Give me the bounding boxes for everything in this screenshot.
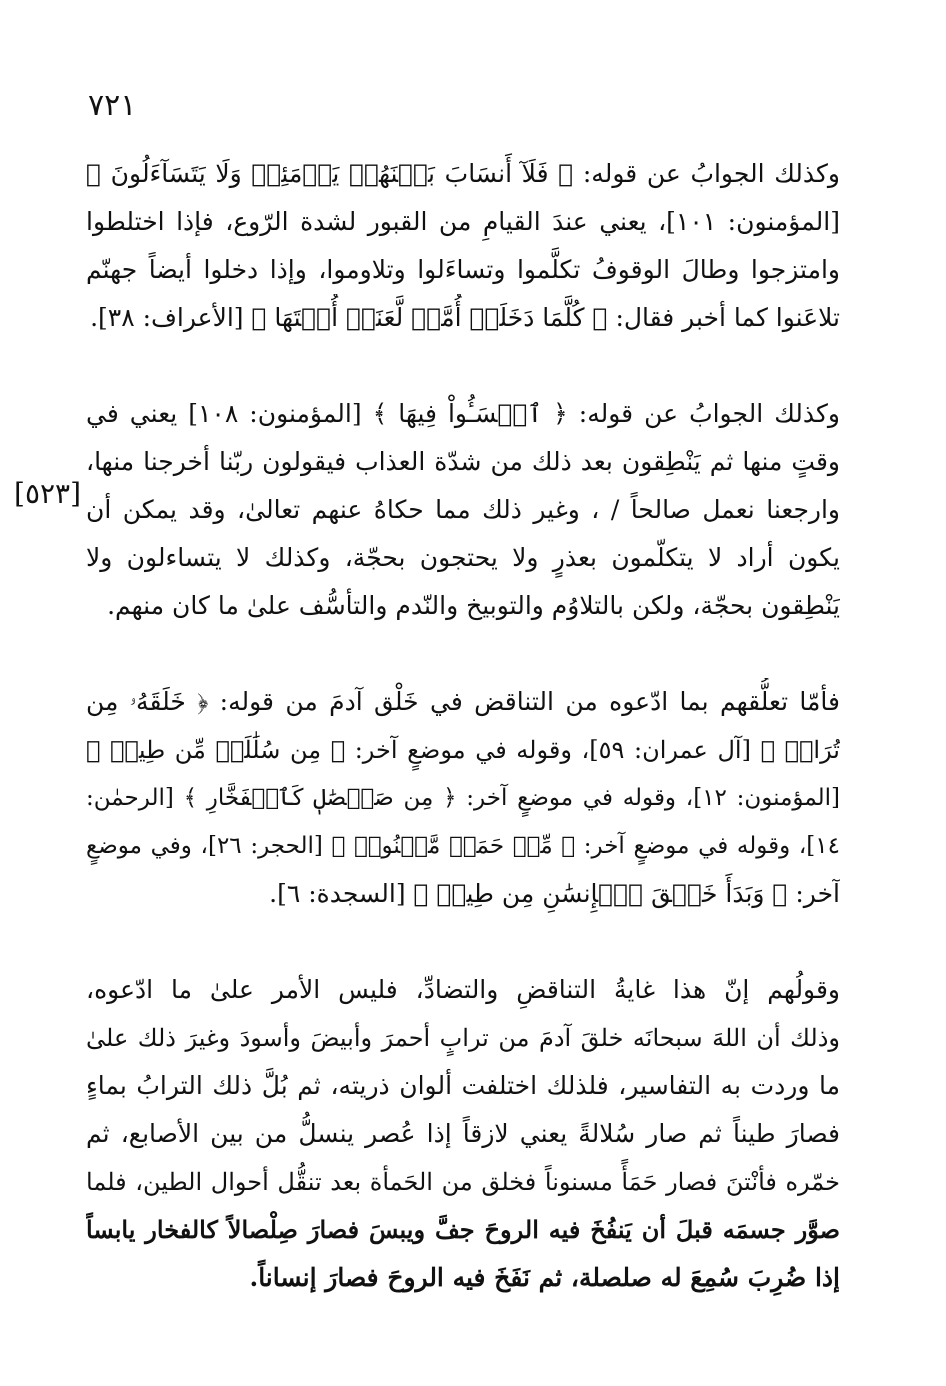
paragraph-1: [86, 150, 840, 342]
page-number: ٧٢١: [88, 88, 137, 123]
text-line: تُرَابٖ ﴾ [آل عمران: ٥٩]، وقوله في موضعٍ آخر: ﴿ مِن سُلَٰلَةٖ مِّن طِينٖ ﴾: [86, 736, 840, 764]
text-line: آخر: ﴿ وَبَدَأَ خَلۡقَ ٱلۡإِنسَٰنِ مِن طِينٖ ﴾ [السجدة: ٦].: [269, 879, 840, 908]
text-line: فأمّا تعلُّقهم بما ادّعوه من التناقض في خَلْق آدمَ من قوله: ﴿ خَلَقَهُۥ مِن: [86, 687, 840, 716]
text-line: فصارَ طيناً ثم صار سُلالةً يعني لازقاً إذا عُصر ينسلُّ من بين الأصابع، ثم: [86, 1119, 840, 1148]
paragraph-3: [86, 678, 840, 918]
paragraph-2: [86, 390, 840, 630]
text-line: خمّره فأنْتنَ فصار حَمَأً مسنوناً فخلق من الحَمأة بعد تنقُّل أحوال الطين، فلما: [86, 1168, 840, 1196]
paragraph-4: [86, 966, 840, 1302]
document-body: [86, 150, 840, 1350]
text-line: ما وردت به التفاسير، فلذلك اختلفت ألوان ذريته، ثم بُلَّ ذلك الترابُ بماءٍ: [86, 1071, 840, 1100]
text-line: [المؤمنون: ١٠١]، يعني عندَ القيامِ من القبور لشدة الرّوع، فإذا اختلطوا: [86, 207, 840, 236]
text-line: يَنْطِقون بحجّة، ولكن بالتلاوُم والتوبيخ والنّدم والتأسُّف علىٰ ما كان منهم.: [107, 591, 840, 620]
text-line: وذلك أن اللهَ سبحانَه خلقَ آدمَ من ترابٍ أحمرَ وأبيضَ وأسودَ وغيرَ ذلك علىٰ: [86, 1024, 840, 1052]
text-line: يكون أراد لا يتكلّمون بعذرٍ ولا يحتجون بحجّة، وكذلك لا يتساءلون ولا: [86, 543, 840, 572]
text-line: صوَّر جسمَه قبلَ أن يَنفُخَ فيه الروحَ جفَّ ويبسَ فصارَ صِلْصالاً كالفخار يابساً: [86, 1215, 840, 1244]
text-line: إذا ضُرِبَ سُمِعَ له صلصلة، ثم نَفَخَ فيه الروحَ فصارَ إنساناً.: [249, 1263, 840, 1292]
text-line: وقولُهم إنّ هذا غايةُ التناقضِ والتضادِّ، فليس الأمر علىٰ ما ادّعوه،: [86, 975, 840, 1004]
text-line: تلاعَنوا كما أخبر فقال: ﴿ كُلَّمَا دَخَلَتۡ أُمَّةٞ لَّعَنَتۡ أُخۡتَهَا ﴾ [الأعراف: ٣٨].: [90, 303, 840, 332]
text-line: وامتزجوا وطالَ الوقوفُ تكلَّموا وتساءَلوا وتلاوموا، وإذا دخلوا أيضاً جهنّم: [86, 255, 840, 284]
text-line: وقتٍ منها ثم يَنْطِقون بعد ذلك من شدّة العذاب فيقولون ربّنا أخرجنا منها،: [86, 447, 840, 476]
text-line: وكذلك الجوابُ عن قوله: ﴿ ٱخۡسَـُٔواْ فِيهَا ﴾ [المؤمنون: ١٠٨] يعني في: [86, 399, 840, 428]
text-line: وارجعنا نعمل صالحاً / ، وغير ذلك مما حكاهُ عنهم تعالىٰ، وقد يمكن أن: [86, 495, 840, 524]
text-line: وكذلك الجوابُ عن قوله: ﴿ فَلَآ أَنسَابَ بَيۡنَهُمۡ يَوۡمَئِذٖ وَلَا يَتَسَآءَلُونَ ﴾: [86, 159, 840, 188]
text-line: [المؤمنون: ١٢]، وقوله في موضعٍ آخر: ﴿ مِن صَلۡصَٰلٖ كَٱلۡفَخَّارِ ﴾ [الرحمٰن:: [86, 785, 840, 811]
text-line: ١٤]، وقوله في موضعٍ آخر: ﴿ مِّنۡ حَمَإٖ مَّسۡنُونٖ ﴾ [الحجر: ٢٦]، وفي موضعٍ: [86, 833, 840, 859]
margin-reference: [٥٢٣]: [14, 477, 81, 510]
